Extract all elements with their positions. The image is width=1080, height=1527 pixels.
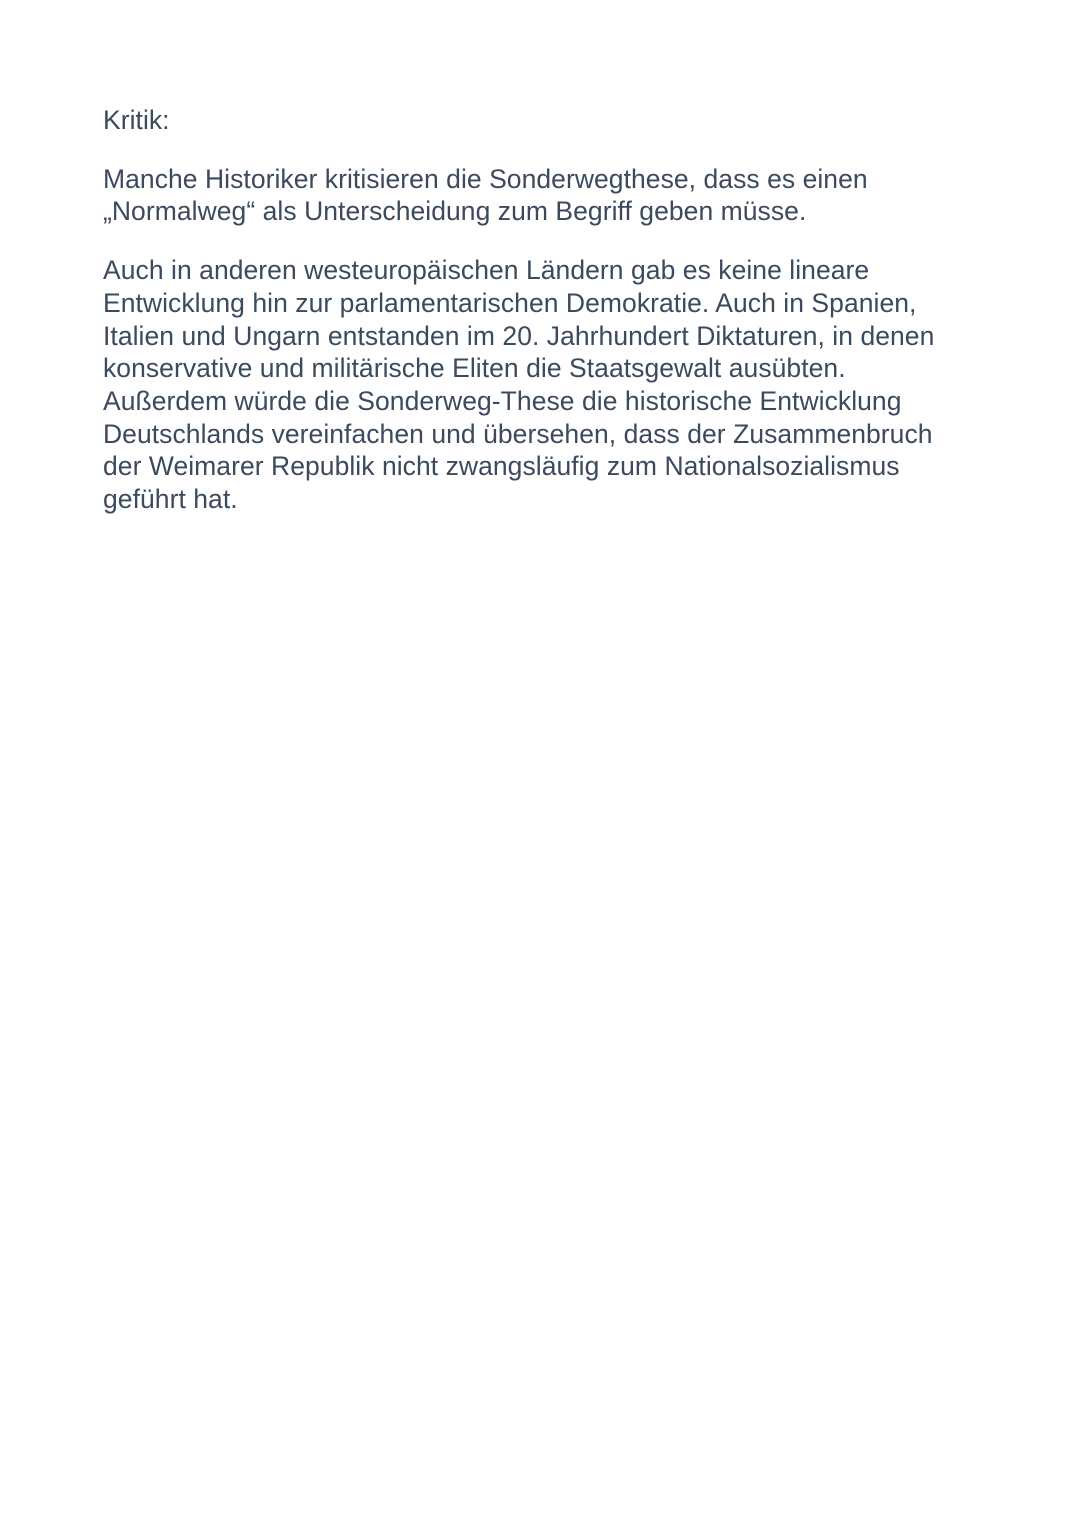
text-line: Italien und Ungarn entstanden im 20. Jahrhundert Diktaturen, in denen xyxy=(103,320,935,351)
paragraph-normalweg-critique xyxy=(103,163,983,228)
text-line: Außerdem würde die Sonderweg-These die historische Entwicklung xyxy=(103,385,902,416)
text-line: Manche Historiker kritisieren die Sonderwegthese, dass es einen xyxy=(103,163,868,194)
paragraph-european-comparison xyxy=(103,254,983,516)
section-heading: Kritik: xyxy=(103,105,170,135)
text-line: der Weimarer Republik nicht zwangsläufig zum Nationalsozialismus xyxy=(103,451,900,482)
text-line: Auch in anderen westeuropäischen Ländern gab es keine lineare xyxy=(103,255,870,286)
text-line: geführt hat. xyxy=(103,484,238,515)
document-page xyxy=(103,104,983,542)
text-line: „Normalweg“ als Unterscheidung zum Begriff geben müsse. xyxy=(103,196,807,227)
text-line: Entwicklung hin zur parlamentarischen Demokratie. Auch in Spanien, xyxy=(103,287,917,318)
text-line: Deutschlands vereinfachen und übersehen, dass der Zusammenbruch xyxy=(103,418,933,449)
text-line: konservative und militärische Eliten die Staatsgewalt ausübten. xyxy=(103,353,846,384)
